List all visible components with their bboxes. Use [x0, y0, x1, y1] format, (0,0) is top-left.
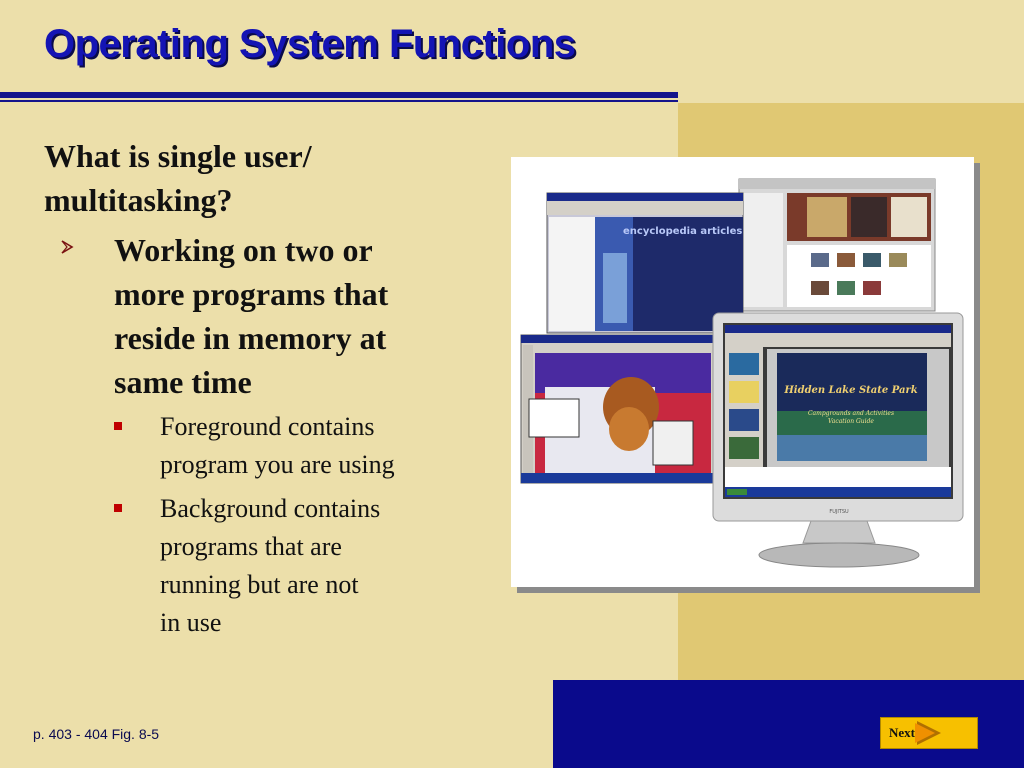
chevron-right-icon [60, 240, 74, 254]
bullet-text [114, 228, 474, 404]
sub-bullet-foreground [160, 408, 460, 484]
multitasking-illustration [511, 157, 974, 587]
bullet-line: Working on two or [114, 232, 373, 268]
sub-bullet-line: Foreground contains [160, 412, 375, 441]
square-bullet-icon [114, 504, 122, 512]
sub-bullet-line: programs that are [160, 532, 342, 561]
question-heading [44, 134, 474, 222]
monitor-brand: FUJITSU [829, 509, 849, 515]
page-reference: p. 403 - 404 Fig. 8-5 [33, 726, 160, 742]
bullet-line: reside in memory at [114, 320, 387, 356]
sub-bullet-line: Background contains [160, 494, 381, 523]
encyclopedia-banner: encyclopedia articles [623, 226, 743, 237]
square-bullet-icon [114, 422, 122, 430]
sub-bullet-background [160, 490, 460, 642]
presentation-subtitle: Campgrounds and Activities [807, 410, 895, 417]
sub-bullet-line: in use [160, 608, 222, 637]
question-line: multitasking? [44, 182, 233, 218]
question-line: What is single user/ [44, 138, 312, 174]
slide-title: Operating System Functions [44, 22, 576, 66]
title-divider-thin [0, 100, 678, 102]
next-button[interactable] [880, 717, 978, 749]
sub-bullet-line: program you are using [160, 450, 395, 479]
bullet-line: more programs that [114, 276, 389, 312]
multitasking-figure [511, 157, 974, 587]
next-label: Next [889, 725, 915, 740]
title-divider [0, 92, 678, 98]
presentation-subtitle: Vacation Guide [828, 418, 874, 425]
presentation-title: Hidden Lake State Park [784, 385, 918, 396]
arrow-right-icon-fill [915, 723, 935, 743]
sub-bullet-line: running but are not [160, 570, 359, 599]
bullet-line: same time [114, 364, 252, 400]
